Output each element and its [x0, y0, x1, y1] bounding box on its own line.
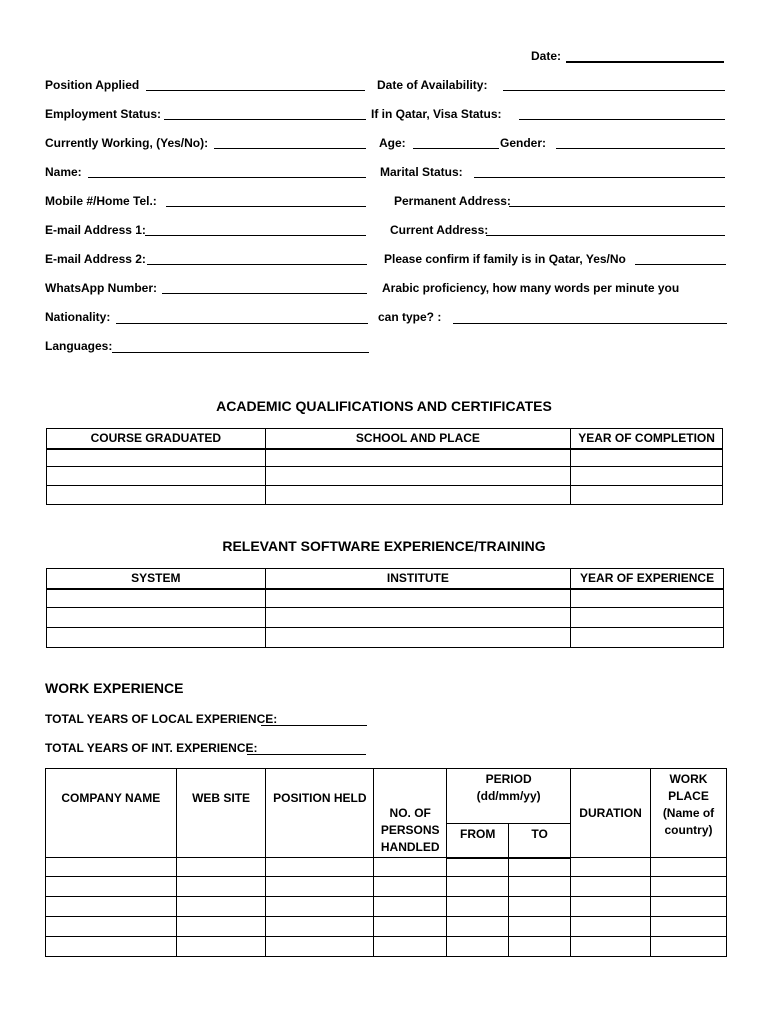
languages-field[interactable] — [112, 352, 369, 353]
work-experience-title: WORK EXPERIENCE — [45, 680, 184, 696]
table-cell[interactable] — [266, 897, 374, 917]
gender-label: Gender: — [500, 136, 547, 150]
table-cell[interactable] — [374, 877, 447, 897]
age-field[interactable] — [413, 148, 499, 149]
academic-table — [46, 428, 723, 505]
work-experience-table — [45, 768, 727, 957]
col-persons-handled: NO. OF PERSONS HANDLED — [374, 769, 447, 858]
table-cell[interactable] — [266, 917, 374, 937]
table-cell[interactable] — [571, 589, 724, 608]
family-in-qatar-label: Please confirm if family is in Qatar, Yes/No — [384, 252, 626, 266]
table-cell[interactable] — [176, 858, 266, 877]
col-year-of-experience: YEAR OF EXPERIENCE — [571, 569, 724, 589]
table-cell[interactable] — [509, 858, 571, 877]
current-address-field[interactable] — [486, 235, 725, 236]
family-in-qatar-field[interactable] — [635, 264, 726, 265]
employment-status-label: Employment Status: — [45, 107, 162, 121]
date-field[interactable] — [566, 61, 724, 63]
table-cell[interactable] — [265, 449, 570, 467]
table-row — [47, 589, 724, 608]
table-cell[interactable] — [47, 449, 266, 467]
table-row — [47, 628, 724, 648]
table-cell[interactable] — [447, 917, 509, 937]
table-cell[interactable] — [47, 608, 266, 628]
table-cell[interactable] — [46, 897, 177, 917]
table-cell[interactable] — [447, 897, 509, 917]
currently-working-label: Currently Working, (Yes/No): — [45, 136, 209, 150]
mobile-label: Mobile #/Home Tel.: — [45, 194, 157, 208]
col-work-place: WORK PLACE (Name of country) — [650, 769, 726, 858]
table-cell[interactable] — [374, 937, 447, 957]
table-row — [47, 608, 724, 628]
table-cell[interactable] — [176, 897, 266, 917]
table-cell[interactable] — [47, 589, 266, 608]
col-institute: INSTITUTE — [265, 569, 571, 589]
table-cell[interactable] — [571, 897, 651, 917]
table-cell[interactable] — [266, 937, 374, 957]
permanent-address-field[interactable] — [509, 206, 725, 207]
arabic-proficiency-label: Arabic proficiency, how many words per minute you — [382, 281, 680, 295]
software-table — [46, 568, 724, 648]
col-position-held: POSITION HELD — [266, 769, 374, 858]
table-cell[interactable] — [509, 917, 571, 937]
table-row — [46, 897, 727, 917]
email1-label: E-mail Address 1: — [45, 223, 146, 237]
table-cell[interactable] — [176, 877, 266, 897]
table-cell[interactable] — [46, 877, 177, 897]
email2-field[interactable] — [147, 264, 367, 265]
email1-field[interactable] — [145, 235, 366, 236]
availability-label: Date of Availability: — [377, 78, 488, 92]
table-row — [46, 858, 727, 877]
local-experience-label: TOTAL YEARS OF LOCAL EXPERIENCE: — [45, 712, 278, 726]
table-row — [46, 937, 727, 957]
table-cell[interactable] — [509, 937, 571, 957]
visa-status-label: If in Qatar, Visa Status: — [371, 107, 502, 121]
table-cell[interactable] — [447, 858, 509, 877]
col-system: SYSTEM — [47, 569, 266, 589]
table-cell[interactable] — [571, 877, 651, 897]
col-period: PERIOD (dd/mm/yy) — [447, 769, 571, 824]
col-school-and-place: SCHOOL AND PLACE — [265, 429, 570, 449]
col-to: TO — [509, 824, 571, 858]
table-cell[interactable] — [265, 467, 570, 486]
whatsapp-field[interactable] — [162, 293, 367, 294]
gender-field[interactable] — [556, 148, 725, 149]
currently-working-field[interactable] — [214, 148, 366, 149]
table-cell[interactable] — [47, 486, 266, 505]
table-cell[interactable] — [509, 877, 571, 897]
table-cell[interactable] — [265, 589, 571, 608]
permanent-address-label: Permanent Address: — [394, 194, 511, 208]
table-cell[interactable] — [571, 486, 723, 505]
table-cell[interactable] — [650, 897, 726, 917]
name-label: Name: — [45, 165, 82, 179]
table-cell[interactable] — [265, 628, 571, 648]
local-experience-field[interactable] — [261, 725, 367, 726]
table-row — [46, 917, 727, 937]
table-cell[interactable] — [650, 917, 726, 937]
table-row — [47, 467, 723, 486]
int-experience-field[interactable] — [247, 754, 366, 755]
table-cell[interactable] — [571, 858, 651, 877]
table-cell[interactable] — [650, 937, 726, 957]
table-cell[interactable] — [571, 467, 723, 486]
table-cell[interactable] — [266, 858, 374, 877]
position-applied-field[interactable] — [146, 90, 365, 91]
table-row — [47, 449, 723, 467]
col-duration: DURATION — [571, 769, 651, 858]
table-cell[interactable] — [374, 897, 447, 917]
arabic-proficiency-field[interactable] — [453, 323, 727, 324]
email2-label: E-mail Address 2: — [45, 252, 146, 266]
marital-status-field[interactable] — [474, 177, 725, 178]
table-cell[interactable] — [447, 937, 509, 957]
mobile-field[interactable] — [166, 206, 366, 207]
table-cell[interactable] — [374, 858, 447, 877]
table-cell[interactable] — [47, 628, 266, 648]
table-cell[interactable] — [46, 937, 177, 957]
date-label: Date: — [531, 49, 562, 63]
position-applied-label: Position Applied — [45, 78, 140, 92]
table-cell[interactable] — [509, 897, 571, 917]
table-cell[interactable] — [47, 467, 266, 486]
table-cell[interactable] — [650, 877, 726, 897]
table-cell[interactable] — [571, 608, 724, 628]
col-web-site: WEB SITE — [176, 769, 266, 858]
nationality-label: Nationality: — [45, 310, 111, 324]
languages-label: Languages: — [45, 339, 113, 353]
visa-status-field[interactable] — [519, 119, 725, 120]
whatsapp-label: WhatsApp Number: — [45, 281, 157, 295]
table-cell[interactable] — [176, 917, 266, 937]
table-row — [47, 486, 723, 505]
table-cell[interactable] — [650, 858, 726, 877]
col-course-graduated: COURSE GRADUATED — [47, 429, 266, 449]
marital-status-label: Marital Status: — [380, 165, 463, 179]
name-field[interactable] — [88, 177, 366, 178]
academic-title: ACADEMIC QUALIFICATIONS AND CERTIFICATES — [216, 398, 552, 414]
software-title: RELEVANT SOFTWARE EXPERIENCE/TRAINING — [222, 538, 546, 554]
table-cell[interactable] — [265, 608, 571, 628]
availability-field[interactable] — [503, 90, 725, 91]
table-cell[interactable] — [266, 877, 374, 897]
col-company-name: COMPANY NAME — [46, 769, 177, 858]
table-cell[interactable] — [265, 486, 570, 505]
table-cell[interactable] — [571, 628, 724, 648]
col-from: FROM — [447, 824, 509, 858]
table-cell[interactable] — [374, 917, 447, 937]
age-label: Age: — [379, 136, 406, 150]
col-year-of-completion: YEAR OF COMPLETION — [571, 429, 723, 449]
employment-status-field[interactable] — [164, 119, 366, 120]
table-cell[interactable] — [571, 917, 651, 937]
int-experience-label: TOTAL YEARS OF INT. EXPERIENCE: — [45, 741, 258, 755]
table-cell[interactable] — [571, 449, 723, 467]
table-row — [46, 877, 727, 897]
arabic-proficiency-label-cont: can type? : — [378, 310, 442, 324]
table-cell[interactable] — [571, 937, 651, 957]
table-cell[interactable] — [46, 917, 177, 937]
nationality-field[interactable] — [116, 323, 368, 324]
current-address-label: Current Address: — [390, 223, 489, 237]
table-cell[interactable] — [46, 858, 177, 877]
table-cell[interactable] — [176, 937, 266, 957]
table-cell[interactable] — [447, 877, 509, 897]
